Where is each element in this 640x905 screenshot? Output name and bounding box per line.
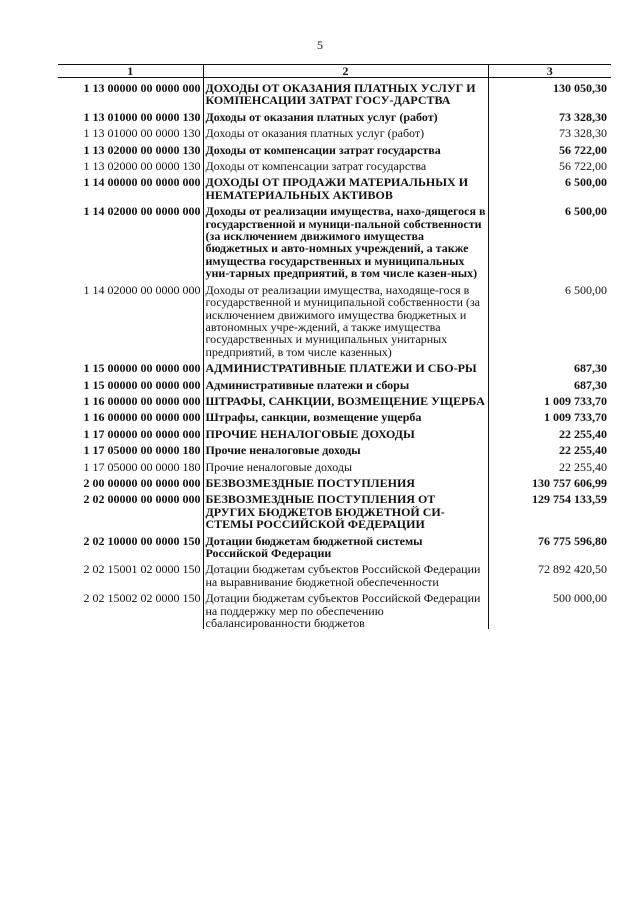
table-row	[58, 123, 611, 139]
revenue-name-cell: Доходы от компенсации затрат государства	[203, 156, 488, 172]
revenue-name-cell: Дотации бюджетам бюджетной системы Российской Федерации	[203, 531, 488, 560]
budget-code-cell: 1 13 01000 00 0000 130	[83, 109, 201, 124]
amount-cell: 6 500,00	[565, 282, 607, 297]
budget-code-cell: 1 16 00000 00 0000 000	[83, 393, 201, 408]
revenue-name-cell: ДОХОДЫ ОТ ОКАЗАНИЯ ПЛАТНЫХ УСЛУГ И КОМПЕНСАЦИИ ЗАТРАТ ГОСУ-ДАРСТВА	[203, 78, 488, 107]
column-header-amount: 3	[488, 65, 611, 78]
budget-code-cell: 1 15 00000 00 0000 000	[83, 361, 201, 376]
table-row	[58, 375, 611, 391]
budget-code-cell: 1 17 05000 00 0000 180	[83, 459, 201, 474]
revenue-name-cell: Прочие неналоговые доходы	[203, 457, 488, 473]
amount-cell: 687,30	[574, 361, 607, 376]
amount-cell: 129 754 133,59	[532, 492, 607, 507]
amount-cell: 56 722,00	[559, 142, 607, 157]
revenue-name-cell: БЕЗВОЗМЕЗДНЫЕ ПОСТУПЛЕНИЯ	[203, 473, 488, 489]
amount-cell: 500 000,00	[553, 591, 607, 606]
table-row	[58, 588, 611, 629]
amount-cell: 1 009 733,70	[544, 393, 607, 408]
revenue-name-cell: Дотации бюджетам субъектов Российской Федерации на выравнивание бюджетной обеспеченности	[203, 559, 488, 588]
budget-code-cell: 1 13 01000 00 0000 130	[83, 126, 201, 141]
revenue-name-cell: Дотации бюджетам субъектов Российской Федерации на поддержку мер по обеспечению сбалансированности бюджетов	[203, 588, 488, 629]
budget-code-cell: 1 13 00000 00 0000 000	[83, 81, 201, 95]
amount-cell: 73 328,30	[559, 109, 607, 124]
revenue-name-cell: Административные платежи и сборы	[203, 375, 488, 391]
table-row	[58, 156, 611, 172]
table-row	[58, 391, 611, 407]
revenue-name-cell: Доходы от компенсации затрат государства	[203, 140, 488, 156]
amount-cell: 1 009 733,70	[544, 410, 607, 425]
revenue-name-cell: ДОХОДЫ ОТ ПРОДАЖИ МАТЕРИАЛЬНЫХ И НЕМАТЕРИАЛЬНЫХ АКТИВОВ	[203, 172, 488, 201]
budget-code-cell: 1 14 02000 00 0000 000	[83, 204, 201, 219]
table-row	[58, 457, 611, 473]
budget-code-cell: 2 02 00000 00 0000 000	[83, 492, 201, 507]
budget-code-cell: 1 16 00000 00 0000 000	[83, 410, 201, 425]
revenue-table	[58, 64, 611, 629]
revenue-name-cell: Прочие неналоговые доходы	[203, 440, 488, 456]
revenue-name-cell: Доходы от оказания платных услуг (работ)	[203, 107, 488, 123]
amount-cell: 130 757 606,99	[532, 475, 607, 490]
budget-code-cell: 1 17 05000 00 0000 180	[83, 443, 201, 458]
table-body	[58, 78, 611, 630]
budget-code-cell: 1 14 02000 00 0000 000	[83, 282, 201, 297]
budget-code-cell: 1 13 02000 00 0000 130	[83, 159, 201, 174]
table-row	[58, 473, 611, 489]
table-row	[58, 201, 611, 279]
budget-code-cell: 1 17 00000 00 0000 000	[83, 426, 201, 441]
revenue-name-cell: АДМИНИСТРАТИВНЫЕ ПЛАТЕЖИ И СБО-РЫ	[203, 358, 488, 374]
amount-cell: 22 255,40	[559, 459, 607, 474]
revenue-name-cell: БЕЗВОЗМЕЗДНЫЕ ПОСТУПЛЕНИЯ ОТ ДРУГИХ БЮДЖЕТОВ БЮДЖЕТНОЙ СИ-СТЕМЫ РОССИЙСКОЙ ФЕДЕРАЦИИ	[203, 489, 488, 530]
table-row	[58, 531, 611, 560]
table-row	[58, 424, 611, 440]
revenue-name-cell: ПРОЧИЕ НЕНАЛОГОВЫЕ ДОХОДЫ	[203, 424, 488, 440]
amount-cell: 6 500,00	[565, 204, 607, 219]
budget-code-cell: 2 02 15001 02 0000 150	[83, 562, 201, 577]
table-row	[58, 358, 611, 374]
amount-cell: 6 500,00	[565, 175, 607, 190]
table-row	[58, 489, 611, 530]
revenue-name-cell: Доходы от оказания платных услуг (работ)	[203, 123, 488, 139]
budget-code-cell: 1 13 02000 00 0000 130	[83, 142, 201, 157]
budget-code-cell: 1 14 00000 00 0000 000	[83, 175, 201, 190]
amount-cell: 72 892 420,50	[538, 562, 607, 577]
table-header-row	[58, 65, 611, 78]
amount-cell: 22 255,40	[559, 443, 607, 458]
amount-cell: 687,30	[574, 377, 607, 392]
amount-cell: 73 328,30	[559, 126, 607, 141]
revenue-name-cell: ШТРАФЫ, САНКЦИИ, ВОЗМЕЩЕНИЕ УЩЕРБА	[203, 391, 488, 407]
table-row	[58, 440, 611, 456]
amount-cell: 130 050,30	[553, 81, 607, 95]
budget-code-cell: 2 02 15002 02 0000 150	[83, 591, 201, 606]
column-header-name: 2	[203, 65, 488, 78]
budget-code-cell: 1 15 00000 00 0000 000	[83, 377, 201, 392]
revenue-name-cell: Доходы от реализации имущества, находяще-гося в государственной и муниципальной собственности (за исключением движимого имущества бюджетных и автономных учре-ждений, а также имущества государственных и муниципальных унитарных предприятий, в том числе казенных)	[203, 280, 488, 358]
table-row	[58, 407, 611, 423]
budget-code-cell: 2 00 00000 00 0000 000	[83, 475, 201, 490]
table-row	[58, 172, 611, 201]
table-row	[58, 280, 611, 358]
revenue-name-cell: Доходы от реализации имущества, нахо-дящегося в государственной и муници-пальной собственности (за исключением движимого имущества бюджетных и авто-номных учреждений, а также имущества государственных и муниципальных уни-тарных предприятий, в том числе казен-ных)	[203, 201, 488, 279]
table-row	[58, 78, 611, 107]
table-row	[58, 559, 611, 588]
amount-cell: 22 255,40	[559, 426, 607, 441]
table-row	[58, 107, 611, 123]
page-number: 5	[317, 38, 323, 52]
revenue-name-cell: Штрафы, санкции, возмещение ущерба	[203, 407, 488, 423]
amount-cell: 56 722,00	[559, 159, 607, 174]
budget-code-cell: 2 02 10000 00 0000 150	[83, 533, 201, 548]
table-row	[58, 140, 611, 156]
amount-cell: 76 775 596,80	[538, 533, 607, 548]
column-header-code: 1	[58, 65, 203, 78]
